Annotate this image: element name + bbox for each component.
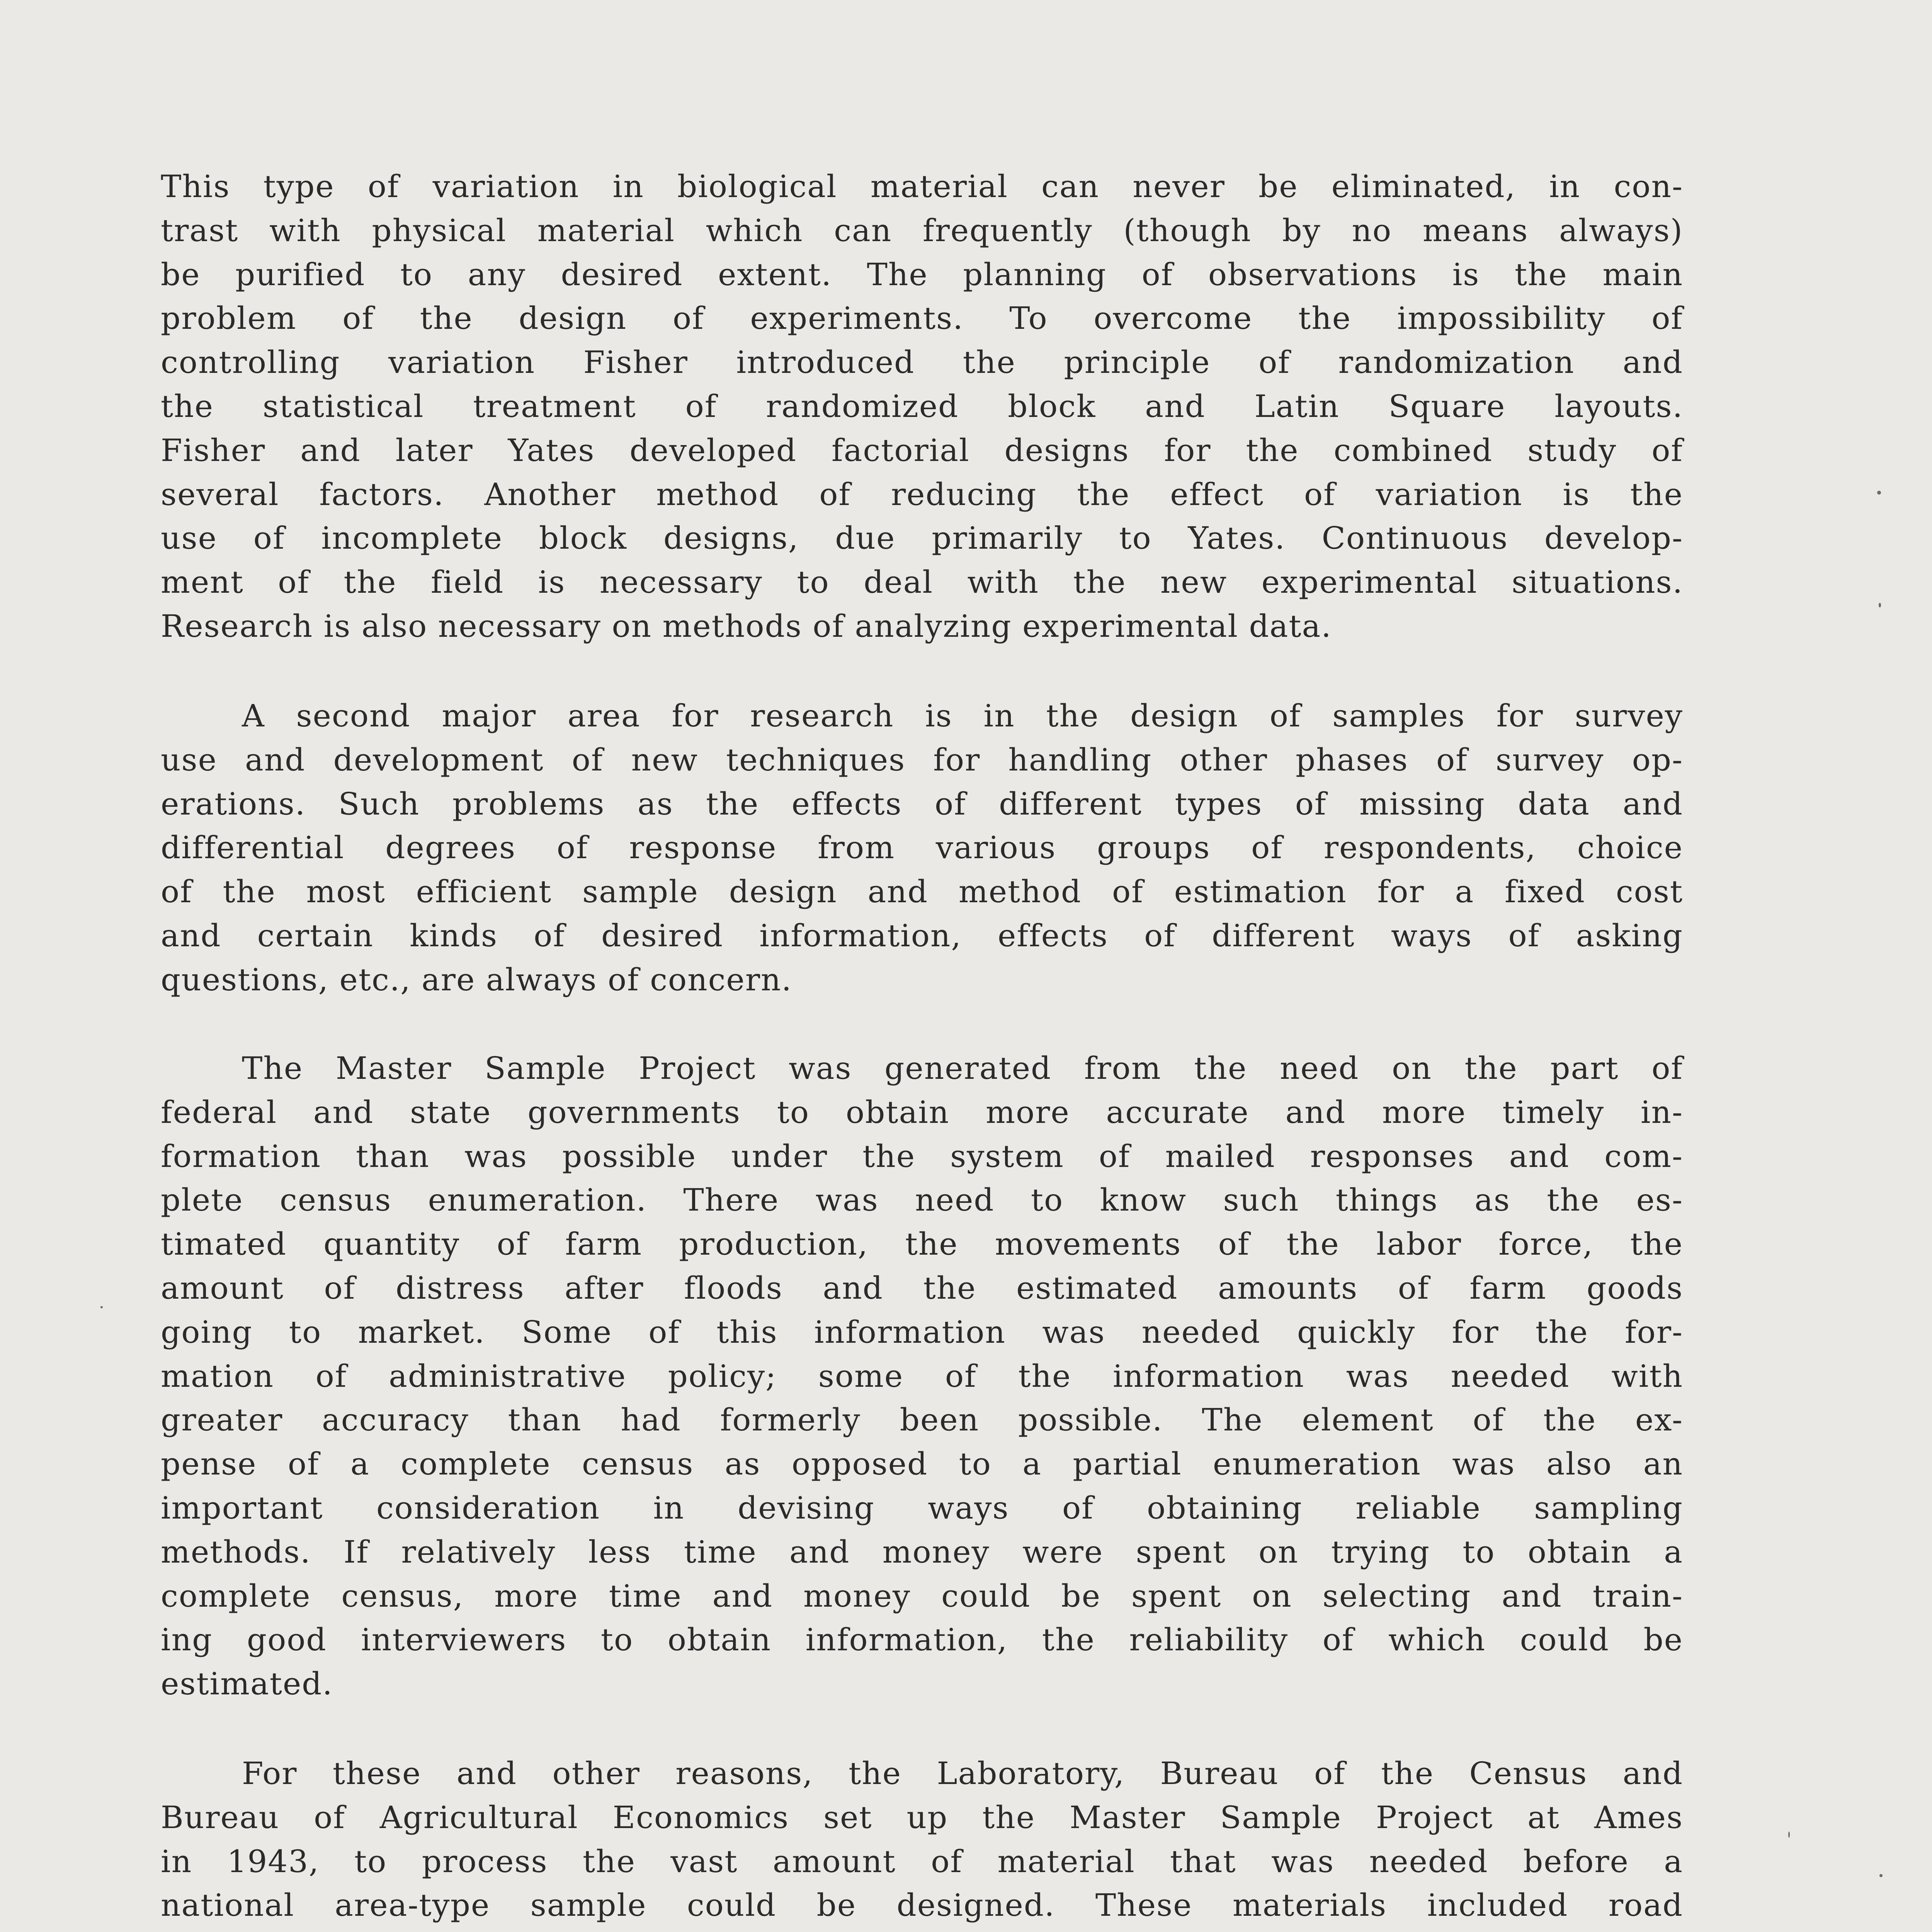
- text-line: formation than was possible under the system of mailed responses and com-: [161, 1138, 1683, 1174]
- text-line: greater accuracy than had formerly been possible. The element of the ex-: [161, 1402, 1683, 1438]
- text-line: For these and other reasons, the Laboratory, Bureau of the Census and: [242, 1755, 1683, 1791]
- text-line: pense of a complete census as opposed to a partial enumeration was also an: [161, 1446, 1683, 1482]
- text-line: A second major area for research is in the design of samples for survey: [242, 698, 1683, 734]
- text-line: [161, 1927, 1683, 1932]
- text-line: of the most efficient sample design and method of estimation for a fixed cost: [161, 874, 1683, 910]
- text-line: going to market. Some of this information was needed quickly for the for-: [161, 1314, 1683, 1350]
- text-line: ment of the field is necessary to deal with the new experimental situations.: [161, 564, 1683, 600]
- text-line: several factors. Another method of reducing the effect of variation is the: [161, 476, 1683, 512]
- text-line: complete census, more time and money could be spent on selecting and train-: [161, 1578, 1683, 1614]
- text-line: federal and state governments to obtain more accurate and more timely in-: [161, 1094, 1683, 1130]
- paragraph-experimental-design: [161, 165, 1683, 648]
- text-line: important consideration in devising ways of obtaining reliable sampling: [161, 1490, 1683, 1526]
- text-line: methods. If relatively less time and money were spent on trying to obtain a: [161, 1534, 1683, 1570]
- text-line: ing good interviewers to obtain information, the reliability of which could be: [161, 1622, 1683, 1658]
- text-line: timated quantity of farm production, the movements of the labor force, the: [161, 1226, 1683, 1262]
- text-line: estimated.: [161, 1666, 333, 1702]
- text-line: problem of the design of experiments. To overcome the impossibility of: [161, 300, 1683, 337]
- text-line: Fisher and later Yates developed factorial designs for the combined study of: [161, 432, 1683, 468]
- paragraph-survey-sampling: [161, 694, 1683, 1002]
- text-line: This type of variation in biological material can never be eliminated, in con-: [161, 168, 1683, 204]
- paragraph-master-sample-origin: [161, 1046, 1683, 1706]
- text-line: plete census enumeration. There was need to know such things as the es-: [161, 1182, 1683, 1218]
- text-line: be purified to any desired extent. The planning of observations is the main: [161, 256, 1683, 293]
- text-line: amount of distress after floods and the estimated amounts of farm goods: [161, 1270, 1683, 1306]
- text-line: and certain kinds of desired information, effects of different ways of asking: [161, 917, 1683, 954]
- text-line: differential degrees of response from various groups of respondents, choice: [161, 830, 1683, 866]
- scan-speck: [100, 1306, 103, 1308]
- text-line: trast with physical material which can frequently (though by no means always): [161, 212, 1683, 248]
- scan-speck: [1788, 1832, 1790, 1838]
- text-line: the statistical treatment of randomized block and Latin Square layouts.: [161, 388, 1683, 424]
- scan-speck: [1877, 491, 1881, 495]
- text-line: mation of administrative policy; some of the information was needed with: [161, 1358, 1683, 1394]
- text-line: national area-type sample could be designed. These materials included road: [161, 1887, 1683, 1923]
- paragraph-master-sample-project: [161, 1752, 1683, 1932]
- text-line: Research is also necessary on methods of analyzing experimental data.: [161, 608, 1332, 644]
- text-line: use of incomplete block designs, due primarily to Yates. Continuous develop-: [161, 520, 1683, 556]
- text-line: use and development of new techniques for handling other phases of survey op-: [161, 742, 1683, 778]
- text-line: in 1943, to process the vast amount of material that was needed before a: [161, 1843, 1683, 1879]
- scan-speck: [1879, 603, 1881, 607]
- text-line: Bureau of Agricultural Economics set up the Master Sample Project at Ames: [161, 1799, 1683, 1835]
- text-line: controlling variation Fisher introduced the principle of randomization and: [161, 344, 1683, 381]
- text-line: questions, etc., are always of concern.: [161, 961, 792, 998]
- text-line: The Master Sample Project was generated from the need on the part of: [242, 1050, 1683, 1086]
- text-line: erations. Such problems as the effects of different types of missing data and: [161, 786, 1683, 822]
- scan-speck: [1879, 1874, 1883, 1877]
